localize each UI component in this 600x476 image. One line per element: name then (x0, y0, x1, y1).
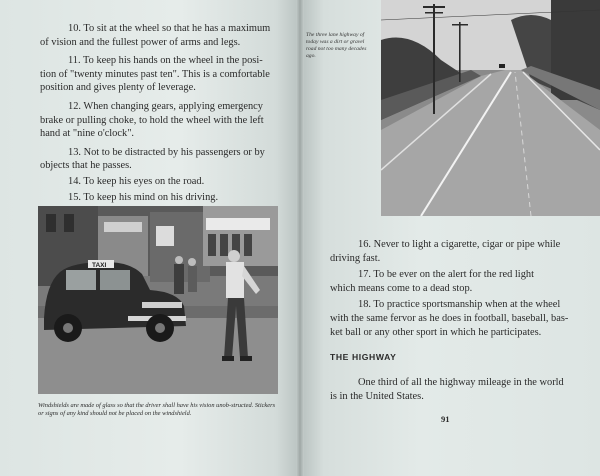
section-heading: THE HIGHWAY (330, 352, 397, 362)
left-item-list (40, 22, 280, 204)
list-item-continuation: tion of "twenty minutes past ten". This is a comfortable (40, 68, 270, 80)
list-item-continuation: with the same fervor as he does in football, baseball, bas- (330, 312, 569, 324)
taxi-street-photo (38, 206, 278, 394)
taxi-photo-caption: Windshields are made of glass so that the driver shall have his vision unob-structed. Stickers or signs of any kind should not be placed on the windshield. (38, 402, 276, 417)
paragraph-line: is in the United States. (330, 390, 424, 402)
list-item-continuation: brake or pulling choke, to hold the wheel with the left (40, 114, 264, 126)
list-item-continuation: position and gives plenty of leverage. (40, 82, 196, 94)
taxi-street-photo-image (38, 206, 278, 394)
book-gutter (296, 0, 304, 476)
taxi-roof-sign: TAXI (92, 262, 107, 269)
list-item: 17. To be ever on the alert for the red light (358, 269, 534, 281)
highway-photo-image (381, 0, 600, 216)
list-item-continuation: ket ball or any other sport in which he participates. (330, 326, 542, 338)
list-item: 11. To keep his hands on the wheel in the posi- (68, 55, 263, 67)
highway-photo-caption: The three lane highway of today was a dirt or gravel road not too many decades ago. (306, 32, 367, 59)
highway-paragraph (330, 376, 570, 403)
list-item-continuation: which means come to a dead stop. (330, 282, 473, 294)
right-item-list (330, 238, 570, 339)
list-item: 16. Never to light a cigarette, cigar or pipe while (358, 239, 561, 250)
list-item-continuation: hand at "nine o'clock". (40, 128, 135, 140)
highway-photo (381, 0, 600, 216)
list-item: 18. To practice sportsmanship when at the wheel (358, 299, 561, 311)
list-item-continuation: objects that he passes. (40, 160, 132, 172)
paragraph-line: One third of all the highway mileage in the world (358, 377, 564, 388)
list-item: 13. Not to be distracted by his passengers or by (68, 146, 265, 158)
list-item: 12. When changing gears, applying emergency (68, 100, 263, 112)
list-item: 14. To keep his eyes on the road. (68, 175, 205, 187)
list-item: 15. To keep his mind on his driving. (68, 191, 219, 203)
list-item-continuation: driving fast. (330, 252, 381, 264)
list-item-continuation: of vision and the fullest power of arms and legs. (40, 36, 241, 48)
page-number: 91 (441, 414, 450, 424)
list-item: 10. To sit at the wheel so that he has a maximum (68, 23, 271, 34)
